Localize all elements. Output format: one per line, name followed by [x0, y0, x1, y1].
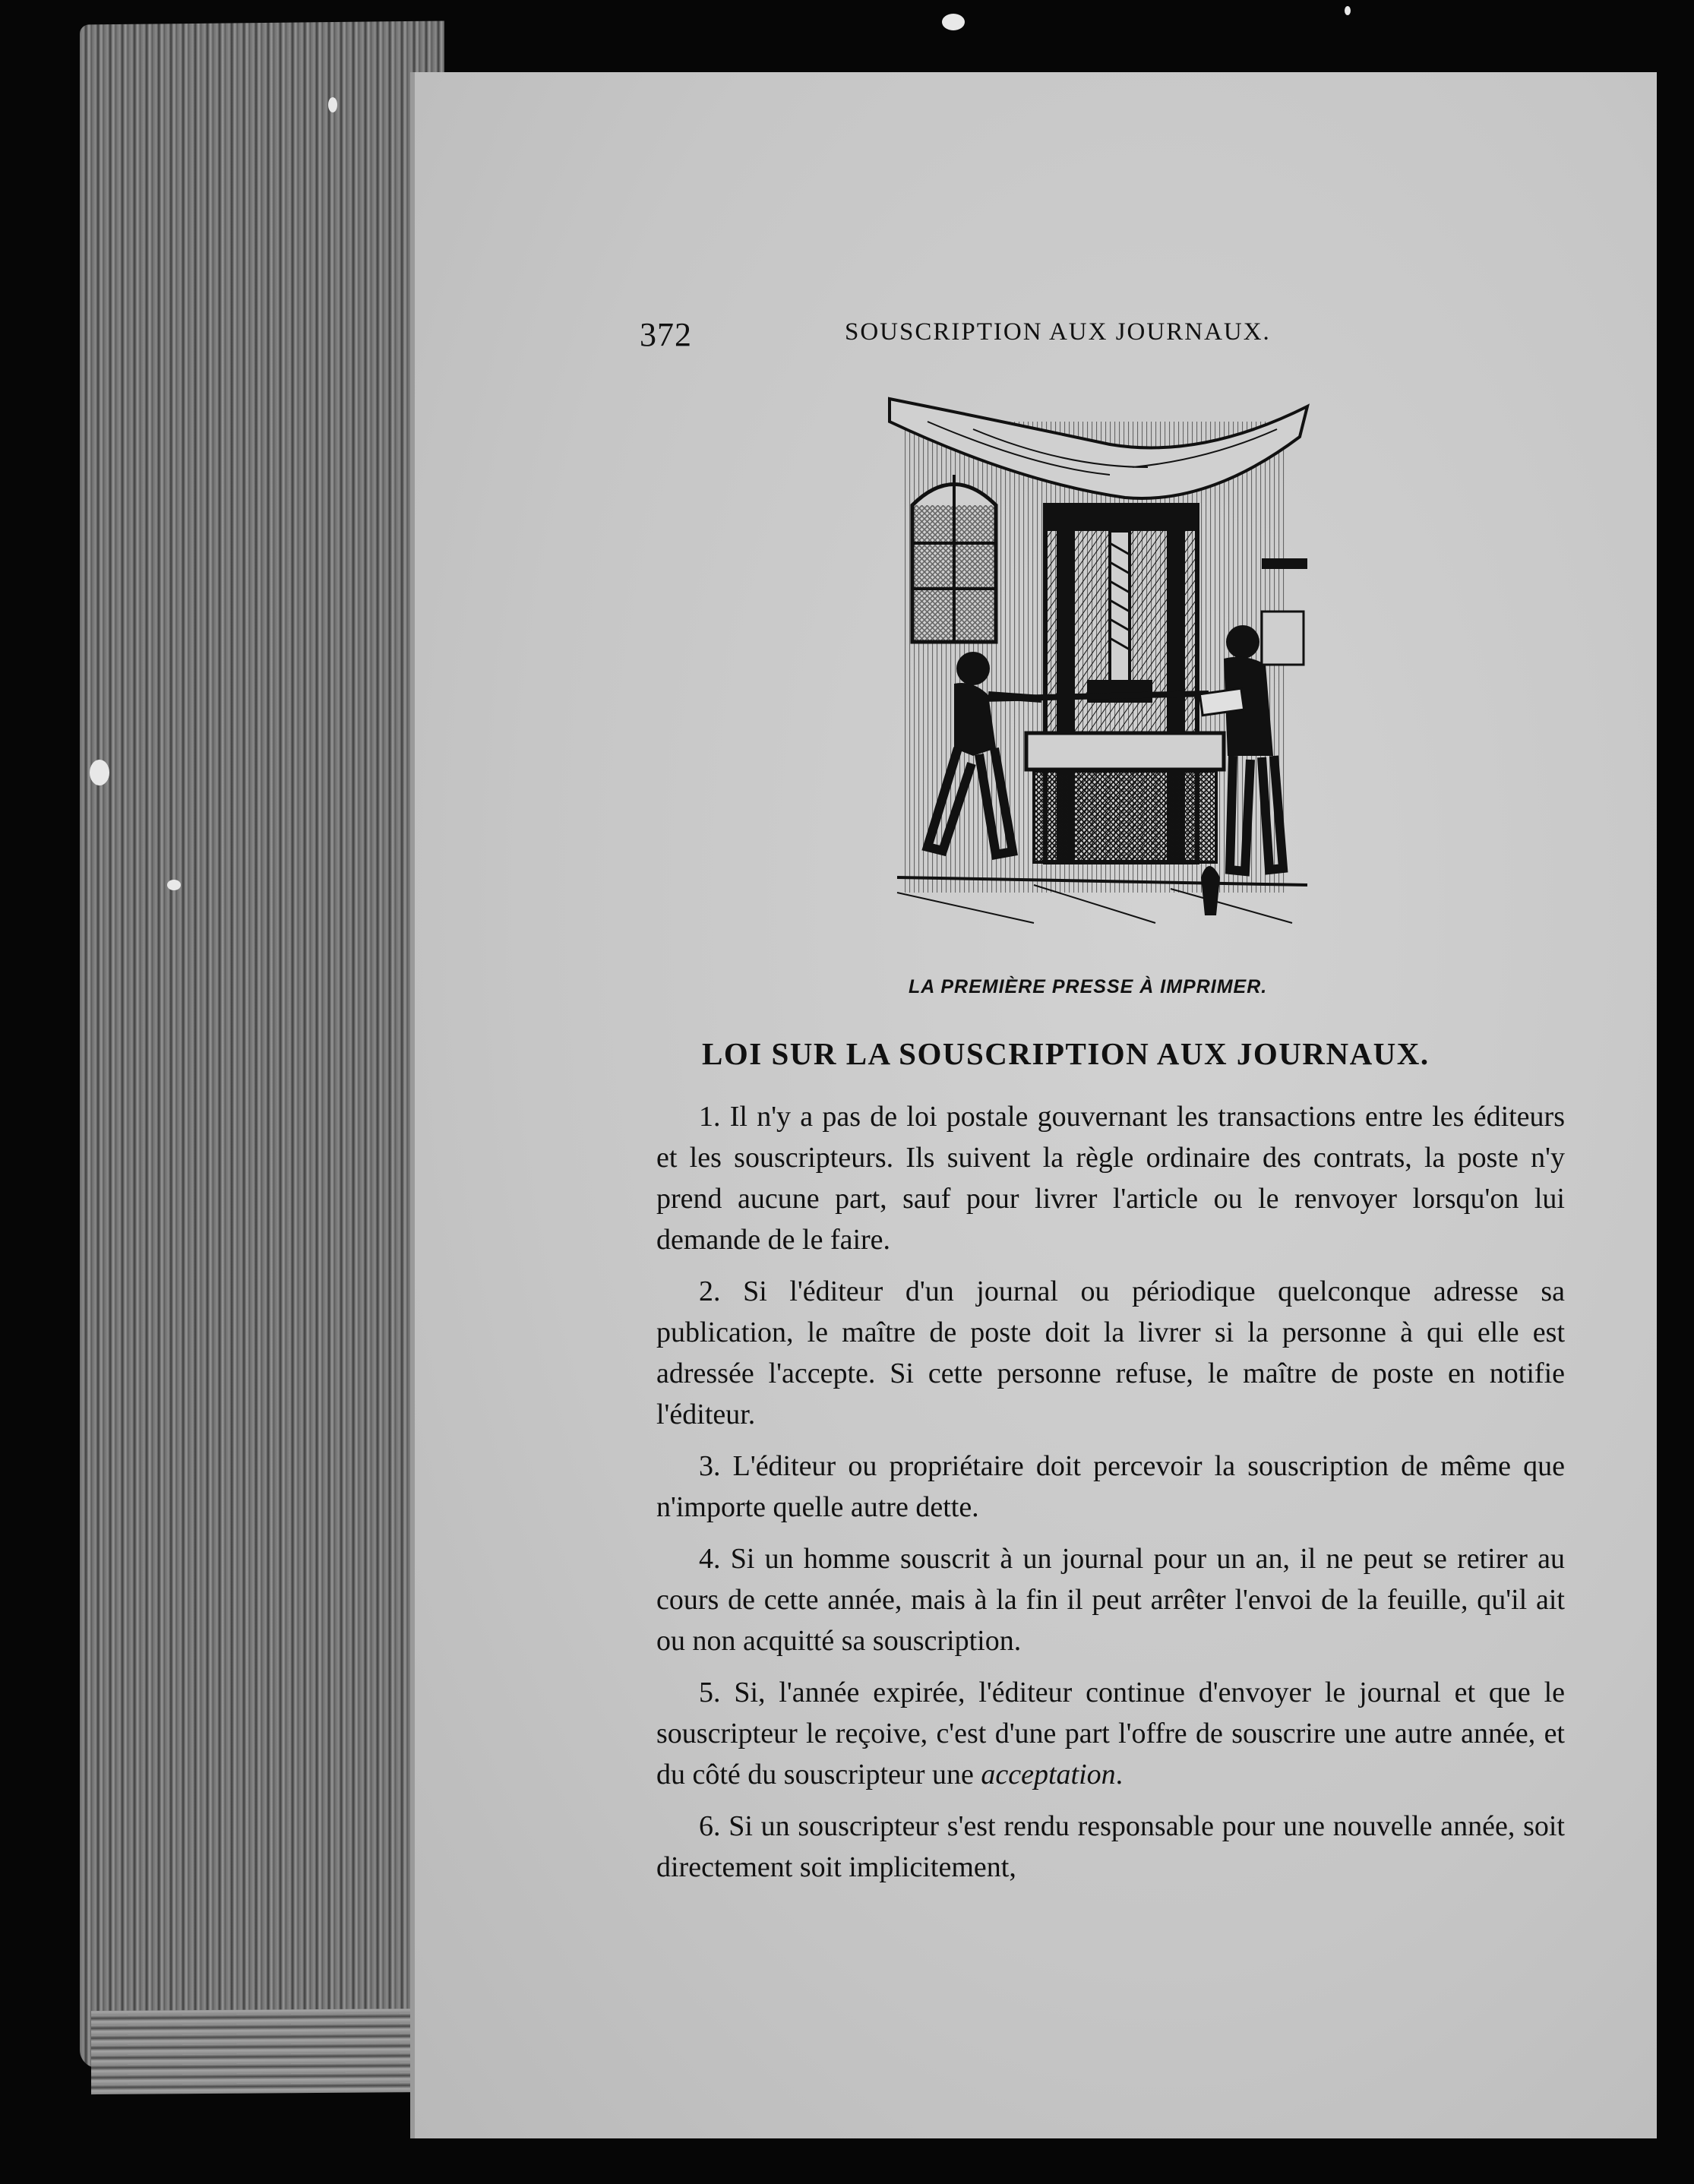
scan-speck — [167, 880, 181, 890]
paragraph-3: 3. L'éditeur ou propriétaire doit percevoir la souscription de même que n'importe quelle autre dette. — [656, 1450, 1565, 1523]
book-page-edges — [80, 21, 444, 2068]
scan-speck — [90, 760, 109, 785]
section-title: LOI SUR LA SOUSCRIPTION AUX JOURNAUX. — [702, 1036, 1430, 1071]
running-title: SOUSCRIPTION AUX JOURNAUX. — [845, 318, 1271, 346]
paragraph-5-italic: acceptation — [981, 1759, 1116, 1791]
paragraph-5-end: . — [1115, 1759, 1124, 1791]
paragraph-5 — [656, 1672, 1565, 1795]
scan-speck — [942, 14, 965, 30]
scan-speck — [1345, 6, 1351, 15]
paragraph-4: 4. Si un homme souscrit à un journal pour un an, il ne peut se retirer au cours de cette année, mais à la fin il peut arrêter l'envoi de la feuille, qu'il ait ou non acquitté sa souscription. — [656, 1543, 1565, 1657]
printing-press-engraving — [882, 391, 1323, 938]
figure-caption: LA PREMIÈRE PRESSE À IMPRIMER. — [909, 976, 1268, 997]
paragraph-5-text: 5. Si, l'année expirée, l'éditeur continue d'envoyer le journal et que le souscripteur le reçoive, c'est d'une part l'offre de souscrire une autre année, et du côté du souscripteur une — [656, 1677, 1565, 1791]
paragraph-2: 2. Si l'éditeur d'un journal ou périodique quelconque adresse sa publication, le maître de poste doit la livrer si la personne à qui elle est adressée l'accepte. Si cette personne refuse, le maître de poste en notifie l'éditeur. — [656, 1275, 1565, 1430]
paragraph-6: 6. Si un souscripteur s'est rendu responsable pour une nouvelle année, soit directement soit implicitement, — [656, 1810, 1565, 1883]
running-head — [640, 315, 1399, 361]
paragraph-1: 1. Il n'y a pas de loi postale gouvernant les transactions entre les éditeurs et les souscripteurs. Ils suivent la règle ordinaire des contrats, la poste n'y prend aucune part, sauf pour livrer l'article ou le renvoyer lorsqu'on lui demande de le faire. — [656, 1101, 1565, 1256]
page-number: 372 — [640, 316, 692, 353]
book-page — [410, 72, 1657, 2138]
scan-speck — [328, 97, 337, 112]
body-text — [656, 1096, 1565, 1898]
